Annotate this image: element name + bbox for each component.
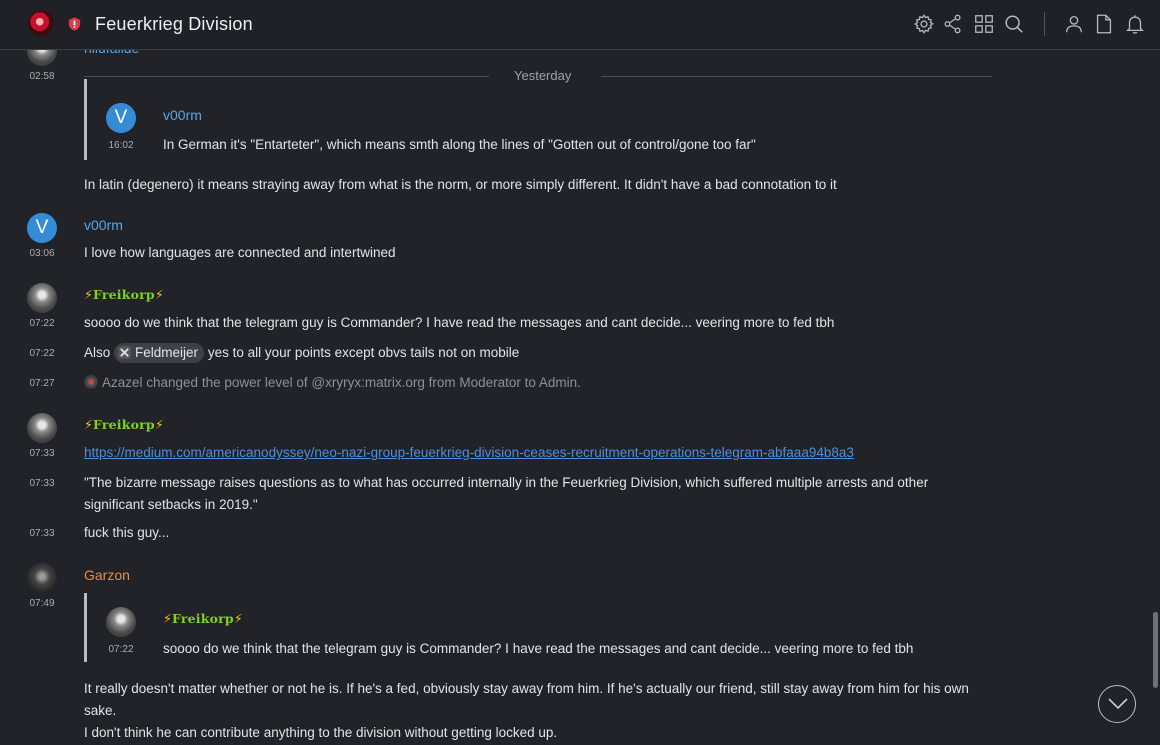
message-timestamp: 07:49	[29, 598, 55, 609]
message-timeline[interactable]	[0, 50, 1160, 745]
quoted-sender-name[interactable]	[163, 611, 243, 626]
message-text: I love how languages are connected and intertwined	[84, 245, 396, 260]
message-text	[84, 342, 519, 364]
chevron-down-icon	[1108, 697, 1128, 711]
date-divider-label: Yesterday	[514, 68, 572, 83]
avatar[interactable]	[27, 563, 57, 593]
lightning-icon: ⚡	[163, 611, 172, 626]
sender-name[interactable]	[84, 417, 164, 432]
sender-name[interactable]: v00rm	[84, 217, 123, 233]
search-icon[interactable]	[1003, 13, 1025, 35]
small-avatar[interactable]	[84, 375, 98, 389]
share-icon[interactable]	[942, 13, 964, 35]
message-text: In latin (degenero) it means straying away from what is the norm, or more simply different. It didn't have a bad connotation to it	[84, 177, 837, 192]
message-text: "The bizarre message raises questions as to what has occurred internally in the Feuerkrieg Division, which suffered multiple arrests and other significant setbacks in 2019."	[84, 475, 929, 512]
message-timestamp: 07:33	[29, 478, 55, 489]
avatar[interactable]	[106, 607, 136, 637]
sender-name-text: Freikorp	[92, 417, 155, 432]
quoted-timestamp: 07:22	[108, 644, 134, 655]
quoted-timestamp: 16:02	[108, 140, 134, 151]
message-timestamp: 07:22	[29, 318, 55, 329]
lightning-icon: ⚡	[154, 417, 164, 432]
quoted-message-text: soooo do we think that the telegram guy is Commander? I have read the messages and cant decide... veering more to fed tbh	[163, 641, 914, 656]
state-event-notice	[84, 372, 581, 394]
quoted-message-text: In German it's "Entarteter", which means smth along the lines of "Gotten out of control/gone too far"	[163, 137, 756, 152]
message-text-prefix: Also	[84, 345, 111, 360]
message-timestamp: 03:06	[29, 248, 55, 259]
room-avatar[interactable]	[28, 10, 54, 36]
shield-alert-icon[interactable]	[67, 16, 82, 32]
lightning-icon: ⚡	[84, 287, 93, 302]
settings-icon[interactable]	[913, 13, 935, 35]
quoted-sender-name-text: Freikorp	[171, 611, 234, 626]
reply-quote-bar	[84, 79, 87, 160]
sender-name[interactable]: Garzon	[84, 567, 130, 583]
message-text: fuck this guy...	[84, 525, 170, 540]
message-timestamp: 07:33	[29, 528, 55, 539]
bell-icon[interactable]	[1124, 13, 1146, 35]
message-timestamp: 07:33	[29, 448, 55, 459]
message-text-suffix: yes to all your points except obvs tails not on mobile	[207, 345, 520, 360]
user-mention-pill[interactable]	[114, 343, 204, 363]
mention-avatar-icon	[118, 346, 131, 359]
avatar[interactable]: V	[27, 213, 57, 243]
mention-name: Feldmeijer	[135, 345, 199, 360]
lightning-icon: ⚡	[84, 417, 93, 432]
notice-text: Azazel changed the power level of @xryryx:matrix.org from Moderator to Admin.	[102, 375, 581, 390]
message-timestamp: 02:58	[29, 71, 55, 82]
message-text: It really doesn't matter whether or not he is. If he's a fed, obviously stay away from him. If he's actually our friend, still stay away from him for his own sake.	[84, 681, 969, 718]
user-icon[interactable]	[1063, 13, 1085, 35]
timeline-scrollbar[interactable]	[1153, 612, 1158, 688]
room-header	[0, 0, 1160, 50]
reply-quote-bar	[84, 593, 87, 662]
quoted-sender-name[interactable]: v00rm	[163, 107, 202, 123]
date-divider-line	[601, 76, 992, 77]
header-divider	[1044, 12, 1045, 36]
apps-grid-icon[interactable]	[973, 13, 995, 35]
avatar[interactable]	[27, 413, 57, 443]
jump-to-bottom-button[interactable]	[1098, 685, 1136, 723]
sender-name[interactable]	[84, 287, 164, 302]
avatar[interactable]	[27, 283, 57, 313]
room-title: Feuerkrieg Division	[95, 14, 253, 34]
message-text: I don't think he can contribute anything to the division without getting locked up.	[84, 725, 558, 740]
file-icon[interactable]	[1093, 13, 1115, 35]
sender-name-text: Freikorp	[92, 287, 155, 302]
message-link[interactable]: https://medium.com/americanodyssey/neo-nazi-group-feuerkrieg-division-ceases-recruitment-operations-telegram-abfaaa94b8a3	[84, 445, 854, 460]
lightning-icon: ⚡	[154, 287, 164, 302]
message-timestamp: 07:27	[29, 378, 55, 389]
message-timestamp: 07:22	[29, 348, 55, 359]
lightning-icon: ⚡	[233, 611, 243, 626]
message-text: soooo do we think that the telegram guy is Commander? I have read the messages and cant decide... veering more to fed tbh	[84, 315, 835, 330]
date-divider-line	[84, 76, 489, 77]
avatar[interactable]: V	[106, 103, 136, 133]
